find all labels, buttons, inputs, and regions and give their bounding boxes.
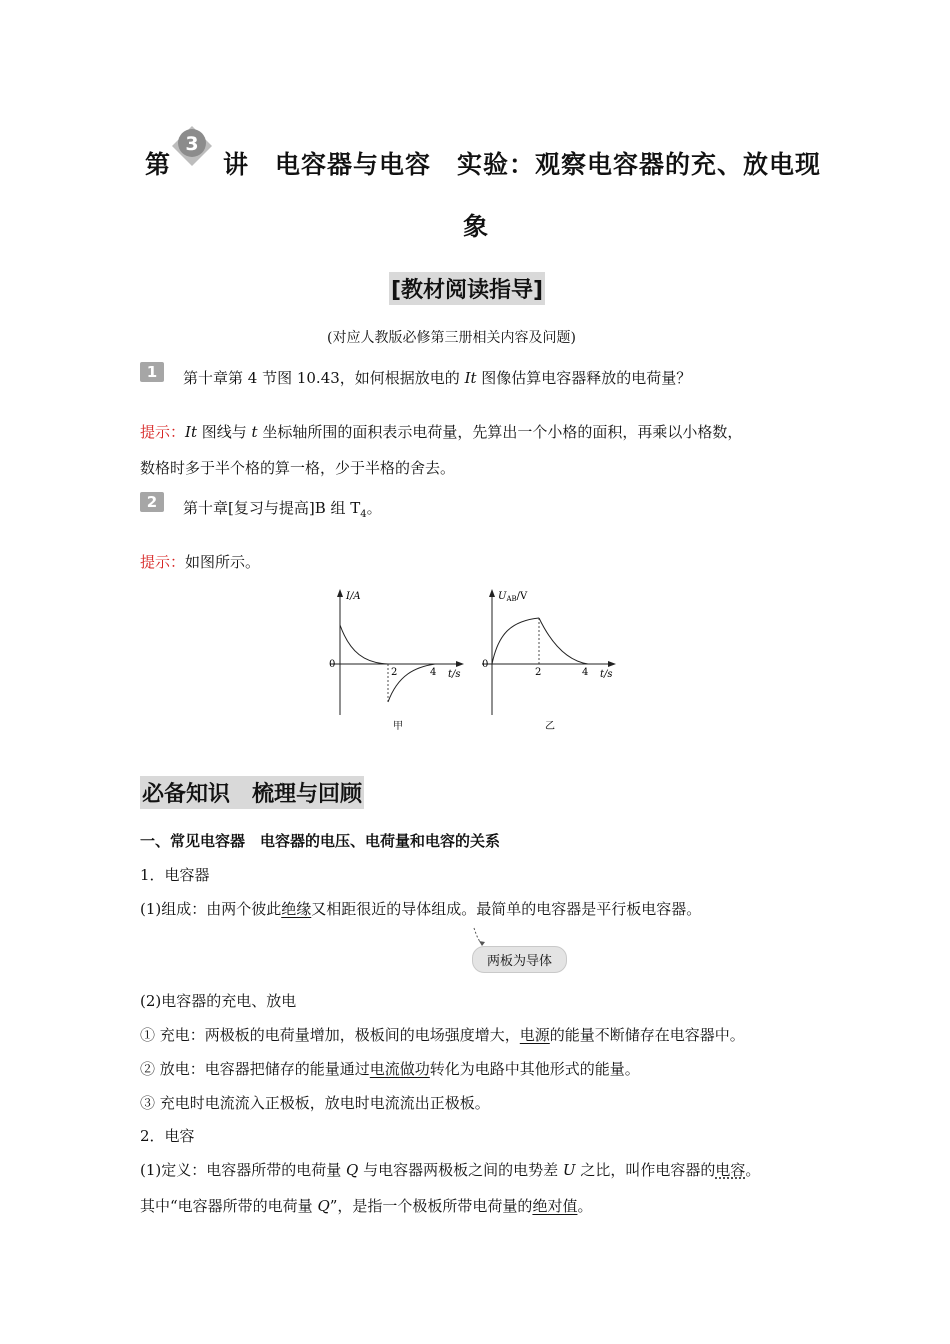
- note-pointer-icon: [470, 926, 490, 948]
- charging-current-curve: [340, 625, 388, 664]
- question-2-text: 第十章[复习与提高]B 组 $T_4$。: [183, 499, 382, 520]
- hint-1-line2: 数格时多于半个格的算一格，少于半格的舍去。: [140, 459, 456, 477]
- paragraph-charge-discharge: (2)电容器的充电、放电: [140, 992, 297, 1010]
- subheading-capacitor: 1．电容器: [140, 866, 210, 884]
- section-banner-reading-guide: [教材阅读指导]: [389, 272, 545, 305]
- left-origin: 0: [329, 659, 336, 670]
- section-subtitle: (对应人教版必修第三册相关内容及问题): [327, 330, 576, 346]
- question-number-1: 1: [140, 362, 164, 382]
- subheading-capacitance: 2．电容: [140, 1127, 195, 1145]
- paragraph-current-direction: ③ 充电时电流流入正极板，放电时电流流出正极板。: [140, 1094, 490, 1112]
- paragraph-charge-meaning: 其中“电容器所带的电荷量 Q”，是指一个极板所带电荷量的绝对值。: [140, 1197, 593, 1215]
- hint-1-line1: 提示：It 图线与 t 坐标轴所围的面积表示电荷量，先算出一个小格的面积，再乘以小格数，: [140, 423, 743, 441]
- lecture-number: 3: [185, 133, 199, 155]
- right-caption: 乙: [545, 721, 555, 732]
- page-title-line1: [145, 145, 821, 181]
- hint-2: 提示：如图所示。: [140, 553, 261, 571]
- figure-graphs: [320, 585, 630, 735]
- annotation-plates-are-conductors: 两板为导体: [472, 946, 567, 973]
- graph-current-time: [329, 589, 464, 732]
- title-prefix: 第: [145, 150, 172, 179]
- question-1-text: 第十章第 4 节图 10.43，如何根据放电的 It 图像估算电容器释放的电荷量？: [183, 369, 692, 387]
- left-ylabel: I/A: [346, 591, 361, 602]
- paragraph-definition: (1)定义：电容器所带的电荷量 Q 与电容器两极板之间的电势差 U 之比，叫作电容器的电容。: [140, 1161, 761, 1179]
- right-tick-4: 4: [582, 667, 589, 678]
- paragraph-composition: (1)组成：由两个彼此绝缘又相距很近的导体组成。最简单的电容器是平行板电容器。: [140, 900, 702, 918]
- right-xlabel: t/s: [600, 669, 613, 680]
- right-tick-2: 2: [535, 667, 542, 678]
- section-banner-essential-knowledge: 必备知识 梳理与回顾: [140, 776, 364, 809]
- charging-voltage-curve: [492, 618, 539, 664]
- left-tick-4: 4: [430, 667, 437, 678]
- right-origin: 0: [482, 659, 489, 670]
- right-ylabel: $U_{AB}/V$: [498, 591, 528, 603]
- page-title-line2: 象: [463, 212, 490, 241]
- title-rest: 讲 电容器与电容 实验：观察电容器的充、放电现: [223, 150, 822, 179]
- heading-capacitor-relations: 一、常见电容器 电容器的电压、电荷量和电容的关系: [140, 832, 501, 850]
- question-number-2: 2: [140, 492, 164, 512]
- graph-voltage-time: [482, 589, 616, 732]
- left-xlabel: t/s: [448, 669, 461, 680]
- left-caption: 甲: [393, 721, 403, 732]
- left-tick-2: 2: [391, 667, 398, 678]
- lecture-number-badge: [170, 124, 214, 168]
- paragraph-charging: ① 充电：两极板的电荷量增加，极板间的电场强度增大，电源的能量不断储存在电容器中。: [140, 1026, 745, 1044]
- paragraph-discharging: ② 放电：电容器把储存的能量通过电流做功转化为电路中其他形式的能量。: [140, 1060, 640, 1078]
- discharging-voltage-curve: [539, 618, 588, 664]
